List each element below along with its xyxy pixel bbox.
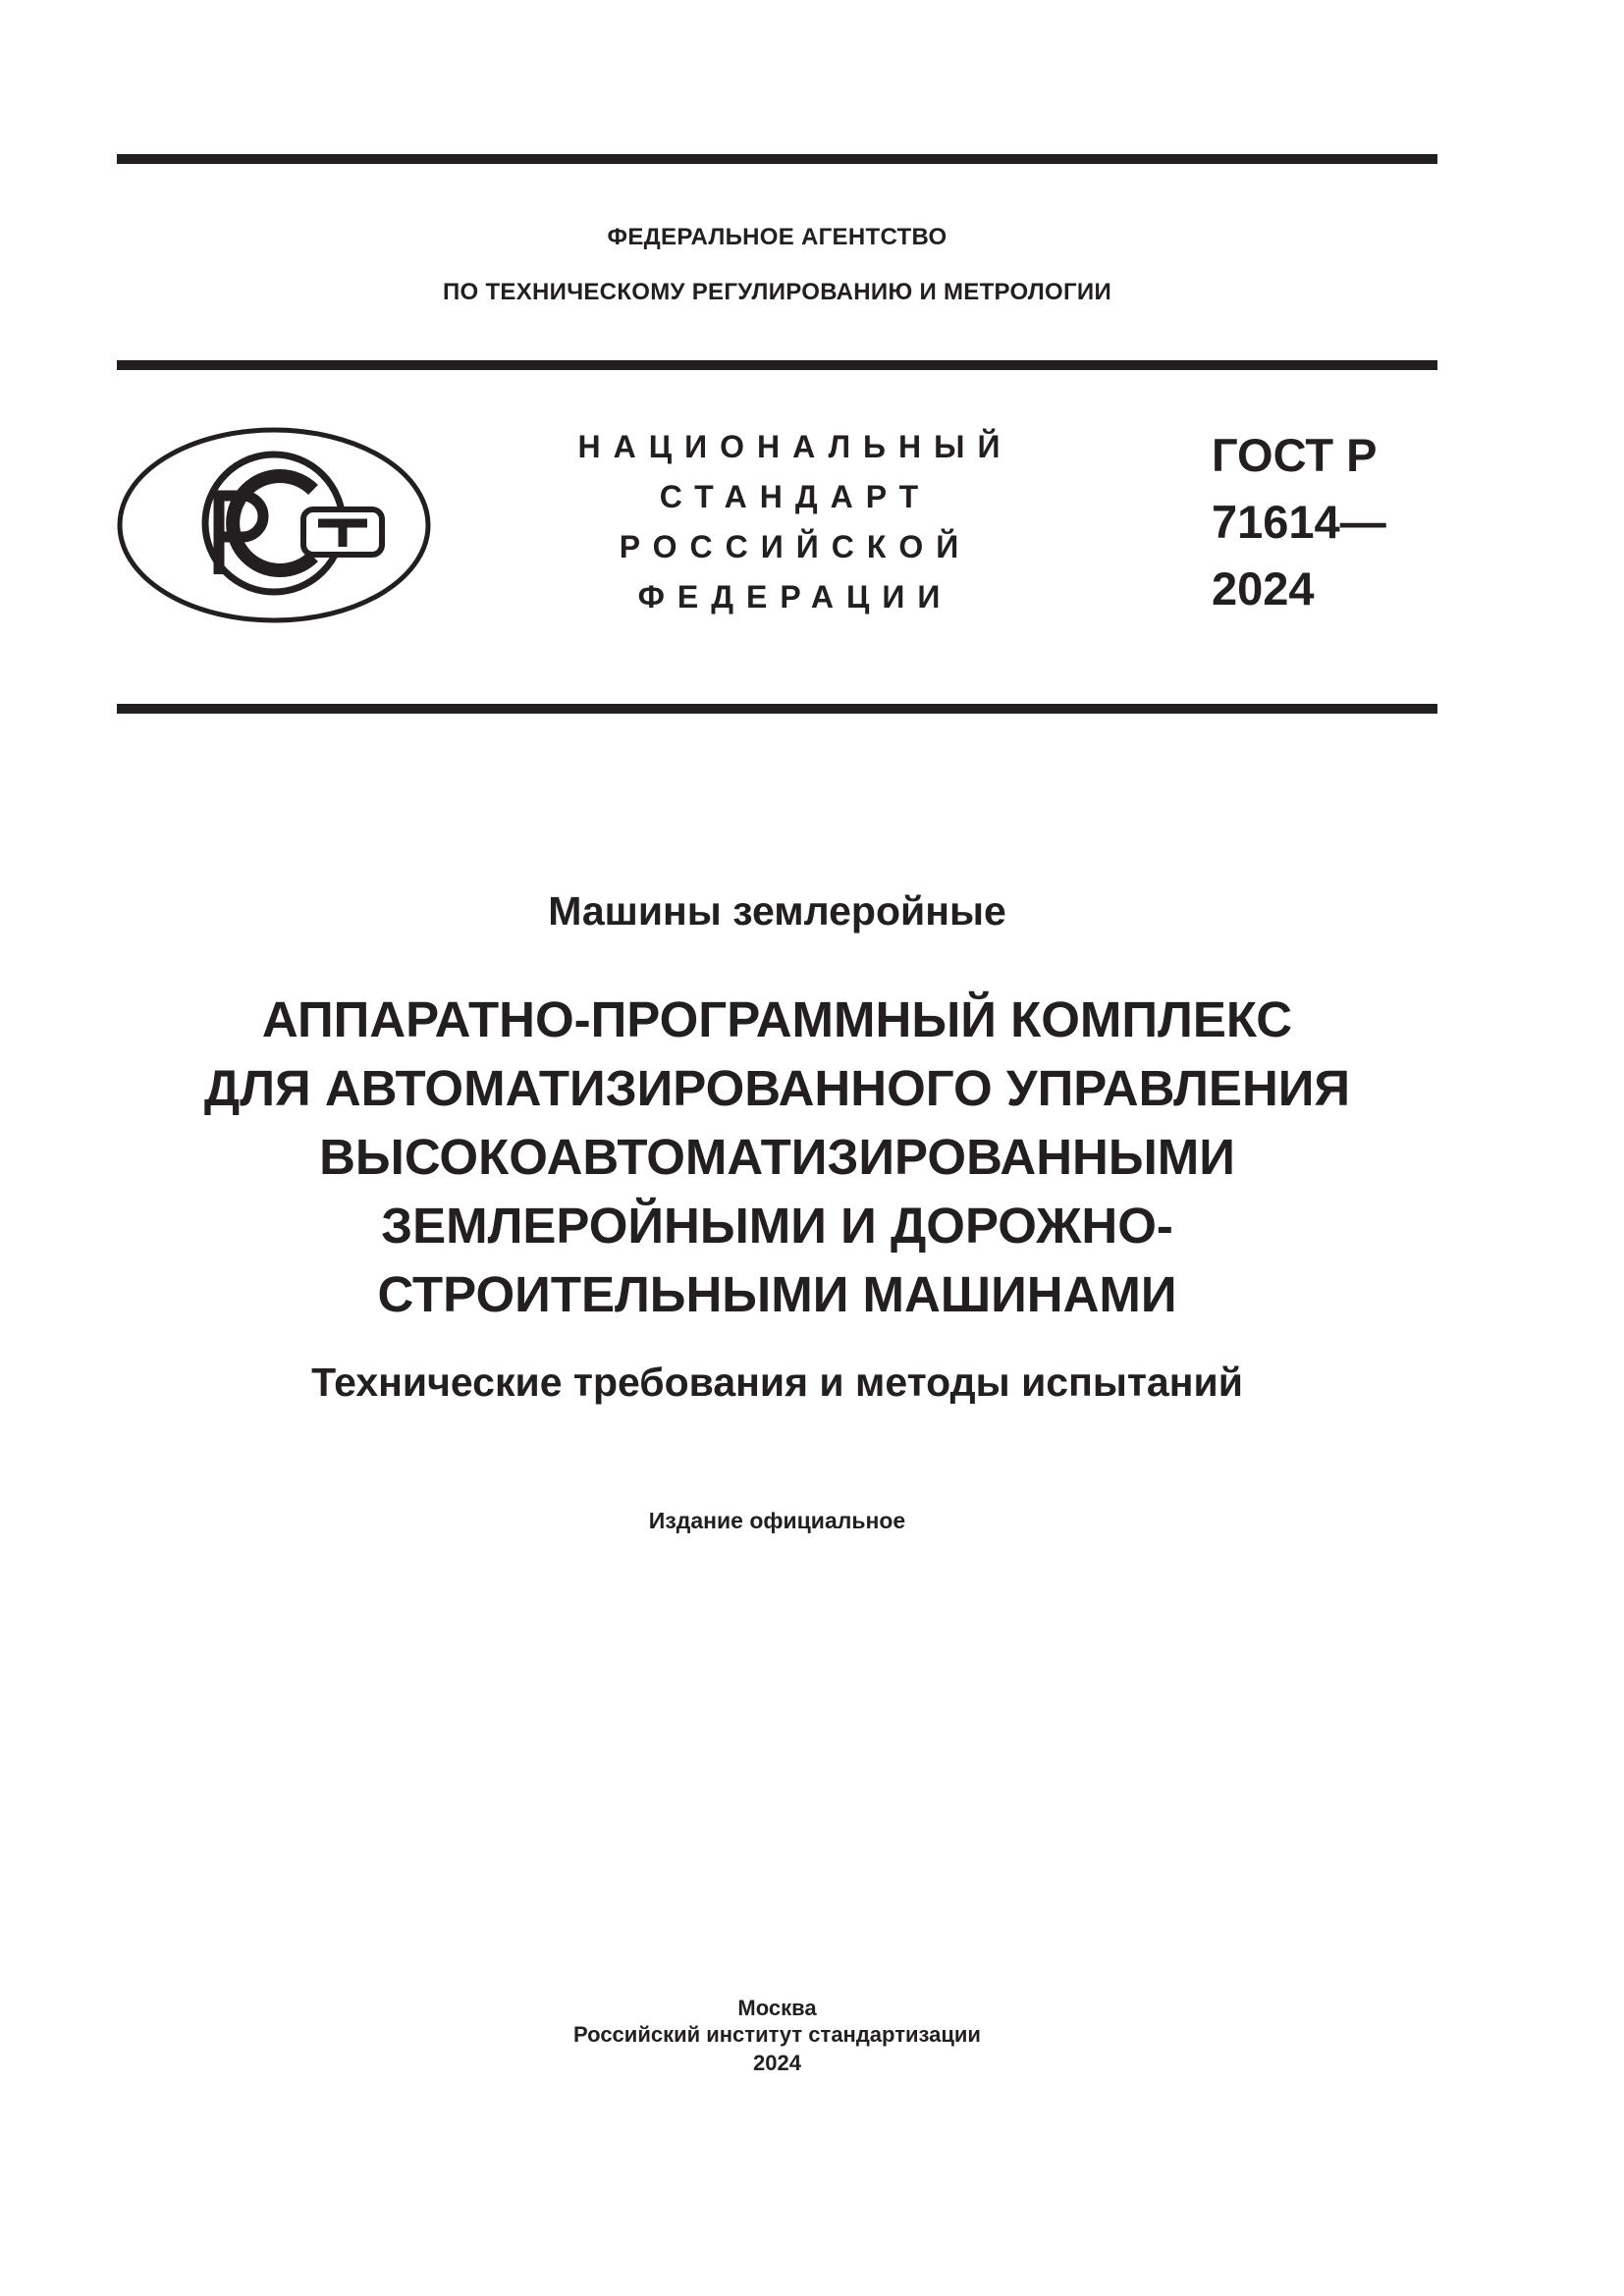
national-line-1: НАЦИОНАЛЬНЫЙ	[577, 429, 1013, 464]
main-title-line-5: СТРОИТЕЛЬНЫМИ МАШИНАМИ	[377, 1266, 1177, 1322]
top-rule	[117, 154, 1437, 164]
edition-label: Издание официальное	[648, 1508, 906, 1533]
national-line-2: СТАНДАРТ	[659, 479, 932, 514]
agency-line-2: ПО ТЕХНИЧЕСКОМУ РЕГУЛИРОВАНИЮ И МЕТРОЛОГИИ	[442, 279, 1112, 305]
standard-designation-line-2: 71614—	[1212, 496, 1386, 548]
standard-block-bottom-rule	[117, 704, 1437, 714]
imprint-city: Москва	[737, 1996, 817, 2020]
main-title-line-3: ВЫСОКОАВТОМАТИЗИРОВАННЫМИ	[319, 1129, 1235, 1185]
subject-heading: Машины землеройные	[548, 888, 1006, 934]
standard-designation-line-3: 2024	[1212, 562, 1315, 614]
national-line-4: ФЕДЕРАЦИИ	[637, 579, 953, 614]
imprint-publisher: Российский институт стандартизации	[573, 2022, 981, 2047]
standard-designation-line-1: ГОСТ Р	[1212, 429, 1378, 481]
agency-line-1: ФЕДЕРАЛЬНОЕ АГЕНТСТВО	[607, 224, 947, 250]
main-title-line-2: ДЛЯ АВТОМАТИЗИРОВАННОГО УПРАВЛЕНИЯ	[203, 1060, 1351, 1116]
document-subtitle: Технические требования и методы испытаний	[311, 1360, 1243, 1405]
header-bottom-rule	[117, 360, 1437, 370]
main-title-line-1: АППАРАТНО-ПРОГРАММНЫЙ КОМПЛЕКС	[261, 991, 1293, 1047]
main-title-line-4: ЗЕМЛЕРОЙНЫМИ И ДОРОЖНО-	[381, 1198, 1173, 1254]
national-line-3: РОССИЙСКОЙ	[619, 529, 972, 564]
imprint-year: 2024	[753, 2051, 801, 2075]
rst-gost-emblem-icon	[117, 427, 431, 623]
